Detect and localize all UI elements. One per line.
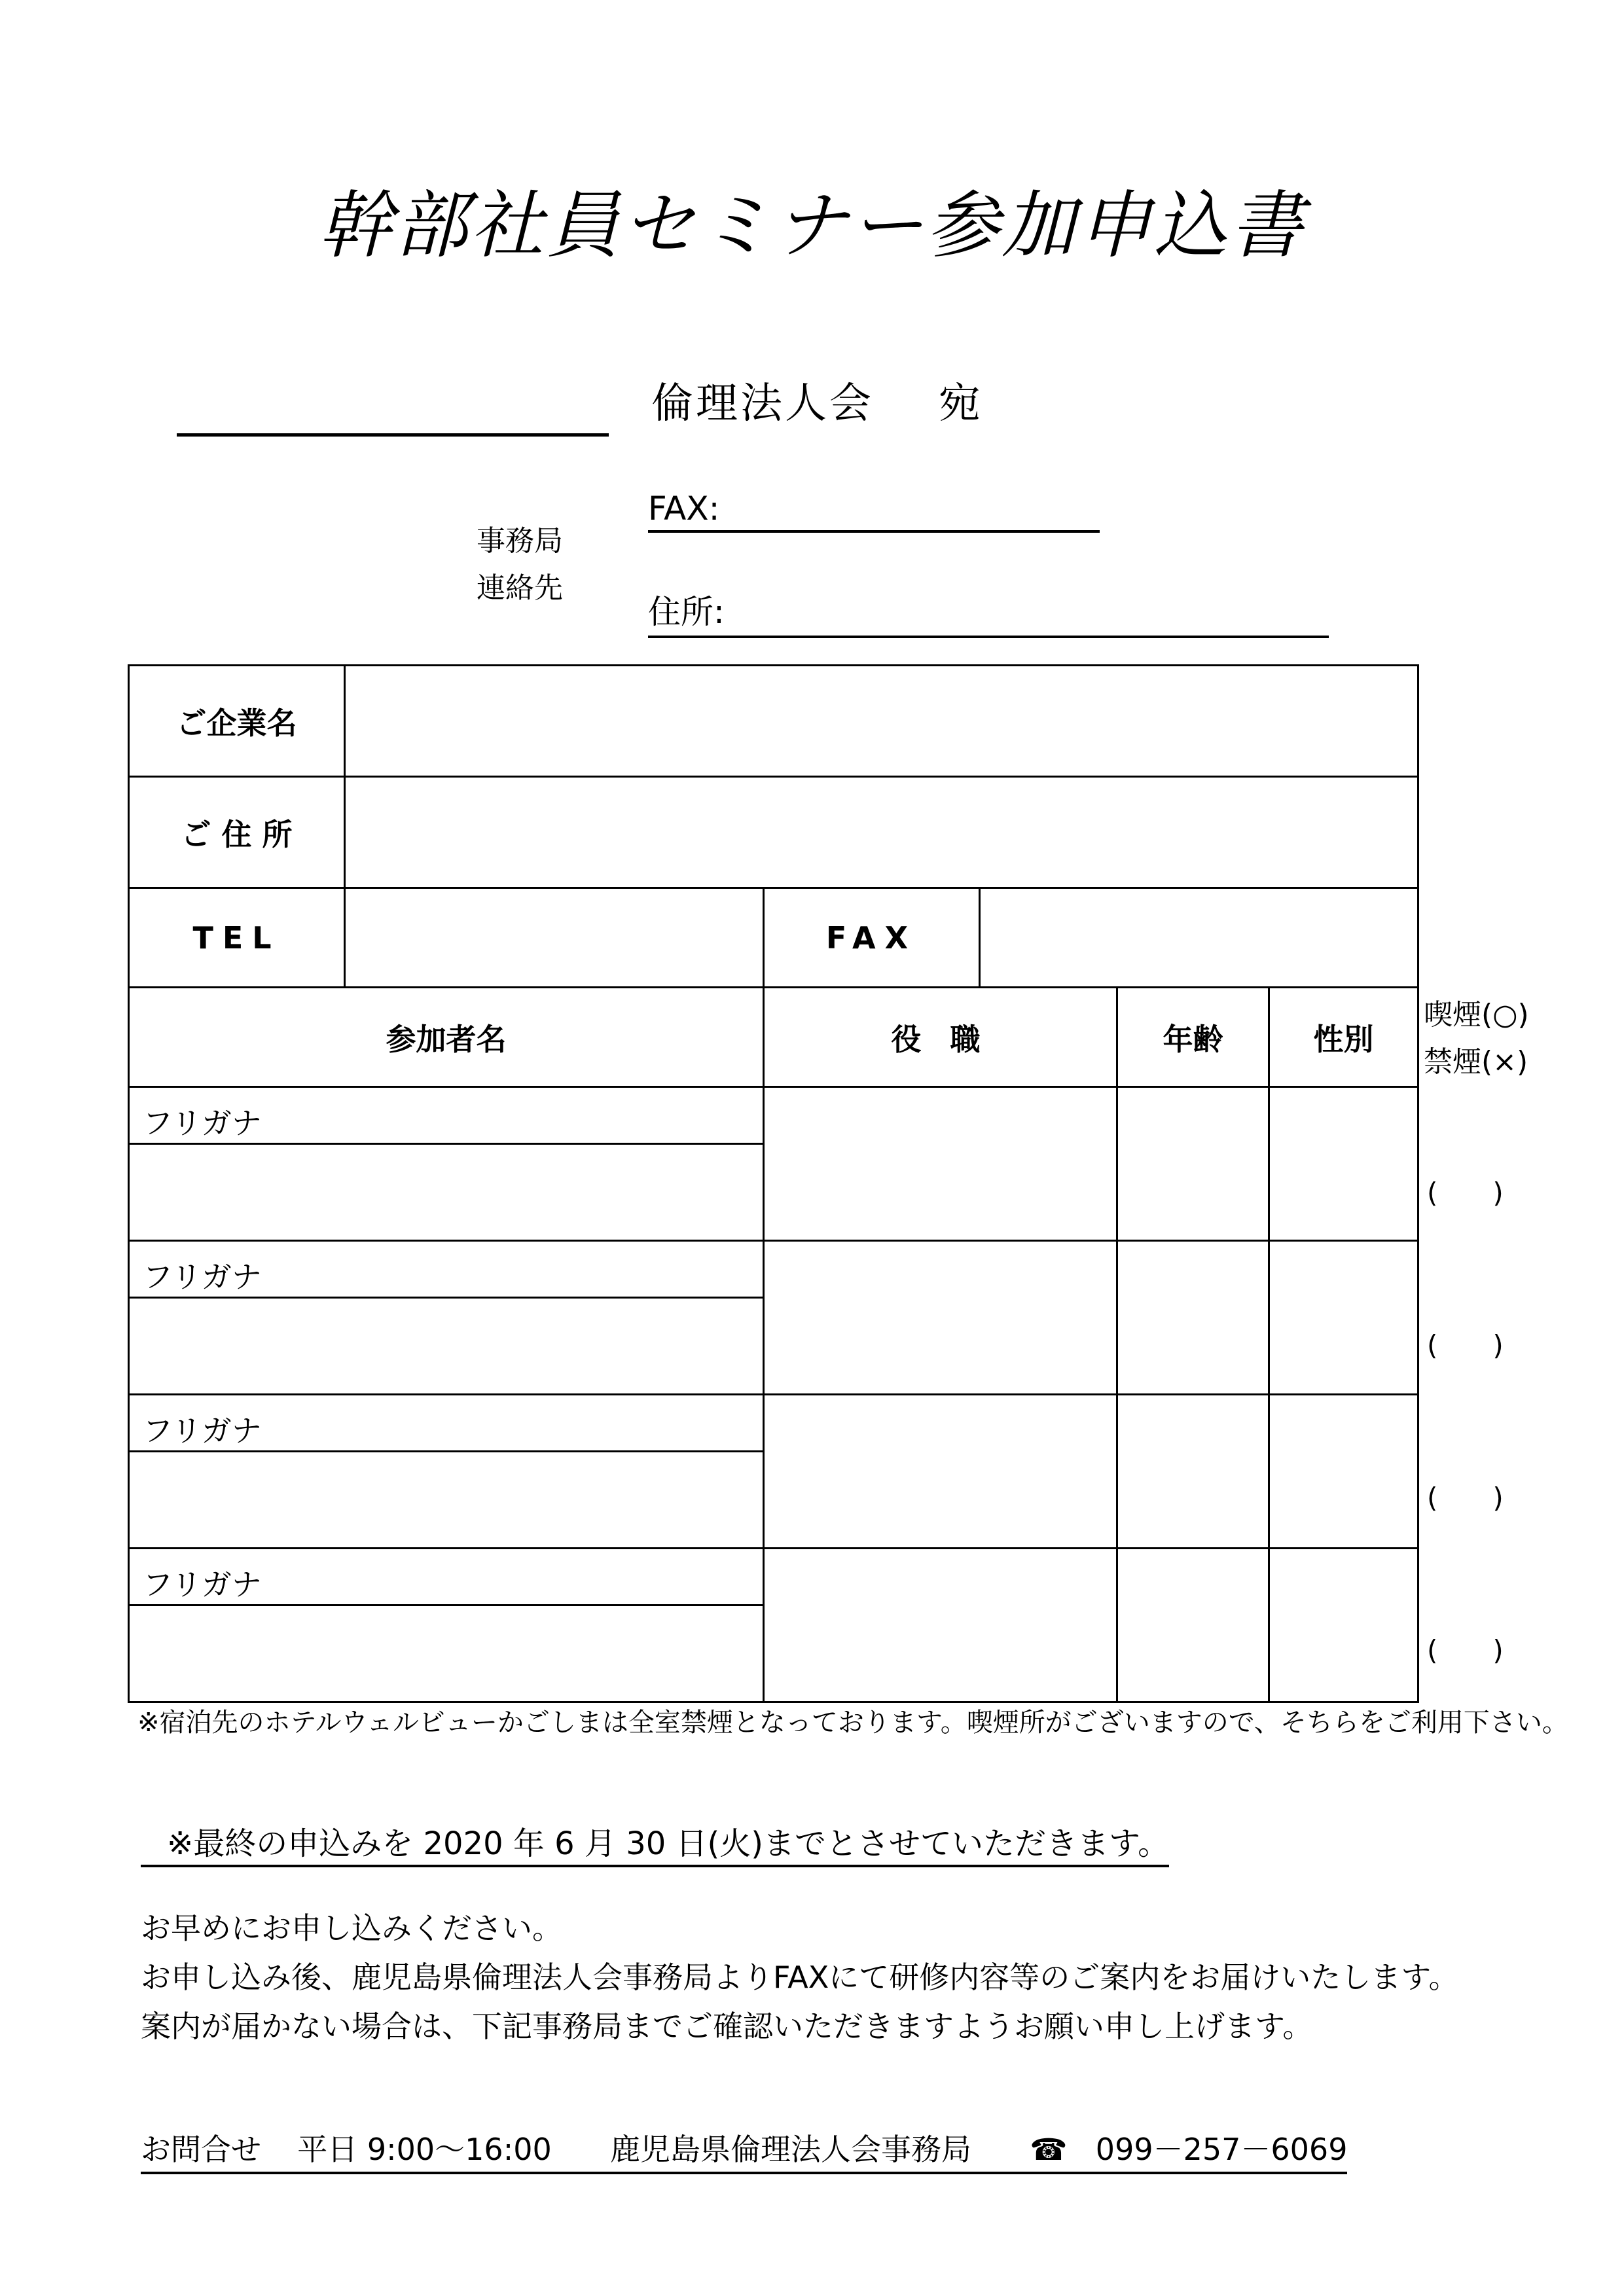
smoking-choice[interactable]: ( ) (1427, 1634, 1504, 1666)
office-label-line1: 事務局 (477, 524, 563, 558)
furigana-label[interactable]: フリガナ (129, 1087, 764, 1144)
smoking-choice[interactable]: ( ) (1427, 1482, 1504, 1514)
position-header: 役 職 (764, 988, 1117, 1087)
tel-input[interactable] (345, 888, 764, 988)
office-fax-field[interactable] (648, 490, 1100, 533)
contact-footer (141, 2126, 1347, 2174)
tel-label: TEL (129, 888, 345, 988)
info-paragraph-1: お早めにお申し込みください。 (141, 1910, 562, 1946)
footer-inquiry: お問合せ (141, 2132, 261, 2167)
age-header: 年齢 (1117, 988, 1269, 1087)
telephone-icon: ☎ (1030, 2132, 1068, 2167)
position-input[interactable] (764, 1395, 1117, 1549)
office-address-field[interactable] (648, 586, 1329, 638)
age-input[interactable] (1117, 1395, 1269, 1549)
page-title: 幹部社員セミナー参加申込書 (318, 183, 1306, 268)
position-input[interactable] (764, 1087, 1117, 1241)
hotel-note: ※宿泊先のホテルウェルビューかごしまは全室禁煙となっております。喫煙所がございますので、そちらをご利用下さい。 (137, 1708, 1568, 1738)
gender-input[interactable] (1269, 1549, 1418, 1702)
participant-name-input[interactable] (129, 1452, 764, 1549)
address-label: ご 住 所 (129, 777, 345, 888)
gender-input[interactable] (1269, 1087, 1418, 1241)
recipient-label (651, 370, 983, 430)
smoking-header-line2: 禁煙(×) (1424, 1045, 1528, 1079)
position-input[interactable] (764, 1241, 1117, 1395)
info-paragraph-3: 案内が届かない場合は、下記事務局までご確認いただきますようお願い申し上げます。 (141, 2009, 1313, 2044)
age-input[interactable] (1117, 1241, 1269, 1395)
office-label-line2: 連絡先 (477, 571, 563, 605)
smoking-choice[interactable]: ( ) (1427, 1177, 1504, 1209)
info-paragraph-2: お申し込み後、鹿児島県倫理法人会事務局よりFAXにて研修内容等のご案内をお届けいたします。 (141, 1960, 1459, 1995)
recipient-name: 倫理法人会 (651, 380, 874, 428)
deadline-note: ※最終の申込みを 2020 年 6 月 30 日(火)までとさせていただきます。 (141, 1818, 1169, 1867)
address-input[interactable] (345, 777, 1418, 888)
age-input[interactable] (1117, 1087, 1269, 1241)
smoking-header (1424, 992, 1529, 1086)
office-fax-label: FAX: (648, 490, 720, 528)
recipient-blank-line[interactable] (177, 433, 609, 437)
participant-name-input[interactable] (129, 1144, 764, 1241)
footer-phone: 099－257－6069 (1095, 2132, 1348, 2167)
participant-name-input[interactable] (129, 1605, 764, 1702)
fax-label: FAX (764, 888, 980, 988)
gender-header: 性別 (1269, 988, 1418, 1087)
age-input[interactable] (1117, 1549, 1269, 1702)
fax-input[interactable] (980, 888, 1418, 988)
furigana-label[interactable]: フリガナ (129, 1549, 764, 1605)
position-input[interactable] (764, 1549, 1117, 1702)
footer-office: 鹿児島県倫理法人会事務局 (609, 2132, 971, 2167)
office-address-label: 住所: (648, 593, 725, 631)
furigana-label[interactable]: フリガナ (129, 1395, 764, 1452)
participant-header: 参加者名 (129, 988, 764, 1087)
footer-hours: 平日 9:00～16:00 (297, 2132, 552, 2167)
smoking-choice[interactable]: ( ) (1427, 1329, 1504, 1361)
recipient-suffix: 宛 (938, 380, 983, 428)
furigana-label[interactable]: フリガナ (129, 1241, 764, 1298)
gender-input[interactable] (1269, 1395, 1418, 1549)
company-input[interactable] (345, 666, 1418, 777)
participant-name-input[interactable] (129, 1298, 764, 1395)
smoking-header-line1: 喫煙(○) (1424, 998, 1529, 1031)
company-label: ご企業名 (129, 666, 345, 777)
application-form-table (128, 664, 1419, 1703)
gender-input[interactable] (1269, 1241, 1418, 1395)
